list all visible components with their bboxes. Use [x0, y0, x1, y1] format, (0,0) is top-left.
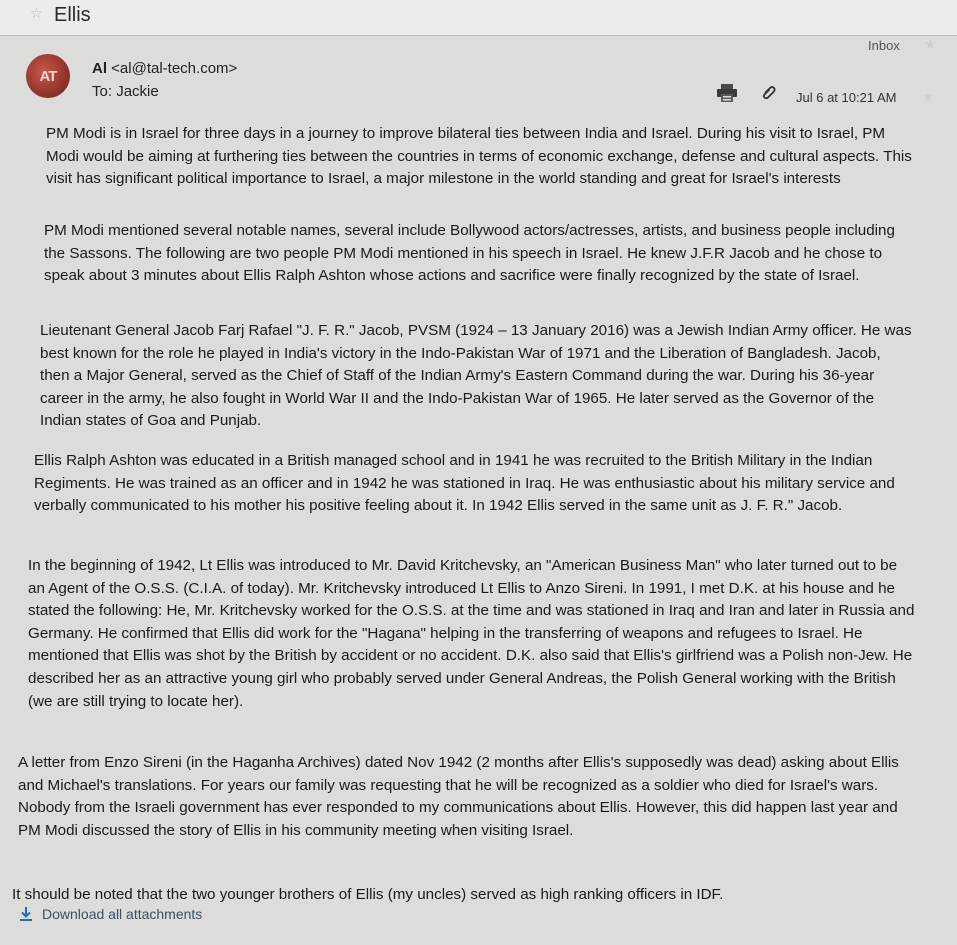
sender-line[interactable] [92, 60, 237, 77]
body-paragraph: Ellis Ralph Ashton was educated in a British managed school and in 1941 he was recruited to the British Military in the Indian Regiments. He was trained as an officer and in 1942 he was stationed in Iraq. He was enthusiastic about his military service and verbally communicated to his mother his positive feeling about it. In 1942 Ellis served in the same unit as J. F. R." Jacob. [34, 452, 895, 515]
body-paragraph: Lieutenant General Jacob Farj Rafael "J. F. R." Jacob, PVSM (1924 – 13 January 2016) was a Jewish Indian Army officer. He was best known for the role he played in India's victory in the Indo-Pakistan War of 1971 and the Liberation of Bangladesh. Jacob, then a Major General, served as the Chief of Staff of the Indian Army's Eastern Command during the war. During his 36-year career in the army, he also fought in World War II and the Indo-Pakistan War of 1965. He later served as the Governor of the Indian states of Goa and Punjab. [40, 322, 912, 430]
download-icon [18, 906, 34, 922]
download-attachments-link[interactable] [18, 906, 202, 922]
recipient-name[interactable]: Jackie [116, 83, 159, 100]
body-paragraph: A letter from Enzo Sireni (in the Haganha Archives) dated Nov 1942 (2 months after Ellis's supposedly was dead) asking about Ellis and Michael's translations. For years our family was requesting that he will be recognized as a soldier who died for Israel's wars. Nobody from the Israeli government has ever responded to my communications about Ellis. However, this did happen last year and PM Modi discussed the story of Ellis in his community meeting when visiting Israel. [18, 754, 899, 839]
print-icon[interactable] [716, 84, 738, 102]
sender-email: <al@tal-tech.com> [111, 60, 238, 77]
message-subject: Ellis [54, 4, 91, 26]
body-paragraph: PM Modi is in Israel for three days in a journey to improve bilateral ties between India and Israel. During his visit to Israel, PM Modi would be aiming at furthering ties between the countries in terms of economic exchange, defense and cultural aspects. This visit has significant political importance to Israel, a major milestone in the world standing and great for Israel's interests [46, 125, 912, 188]
message-date: Jul 6 at 10:21 AM [796, 90, 897, 105]
download-label: Download all attachments [42, 906, 203, 922]
to-label: To: [92, 83, 113, 100]
recipient-line [92, 83, 159, 100]
mailbox-label[interactable]: Inbox [868, 38, 900, 53]
star-icon[interactable]: ☆ [30, 5, 43, 21]
star-icon[interactable]: ★ [922, 89, 934, 104]
body-paragraph: In the beginning of 1942, Lt Ellis was introduced to Mr. David Kritchevsky, an "American Business Man" who later turned out to be an Agent of the O.S.S. (C.I.A. of today). Mr. Kritchevsky introduced Lt Ellis to Anzo Sireni. In 1991, I met D.K. at his house and he stated the following: He, Mr. Kritchevsky worked for the O.S.S. at the time and was stationed in Iraq and Iran and later in Russia and Germany. He confirmed that Ellis did work for the "Hagana" helping in the transferring of weapons and refugees to Israel. He mentioned that Ellis was shot by the British by accident or no accident. D.K. also said that Ellis's girlfriend was a Polish non-Jew. He described her as an attractive young girl who probably served under General Andreas, the Polish General working with the British (we are still trying to locate her). [28, 557, 915, 710]
star-icon[interactable]: ★ [924, 36, 937, 52]
subject-bar [0, 0, 957, 36]
message-header [0, 36, 957, 118]
paperclip-icon[interactable] [762, 84, 776, 100]
avatar [26, 54, 70, 98]
body-paragraph: PM Modi mentioned several notable names, several include Bollywood actors/actresses, artists, and business people including the Sassons. The following are two people PM Modi mentioned in his speech in Israel. He knew J.F.R Jacob and he chose to speak about 3 minutes about Ellis Ralph Ashton whose actions and sacrifice were finally recognized by the state of Israel. [44, 222, 895, 285]
sender-name: Al [92, 60, 107, 77]
avatar-initials: AT [39, 67, 57, 85]
body-paragraph: It should be noted that the two younger brothers of Ellis (my uncles) served as high ranking officers in IDF. [12, 886, 724, 903]
